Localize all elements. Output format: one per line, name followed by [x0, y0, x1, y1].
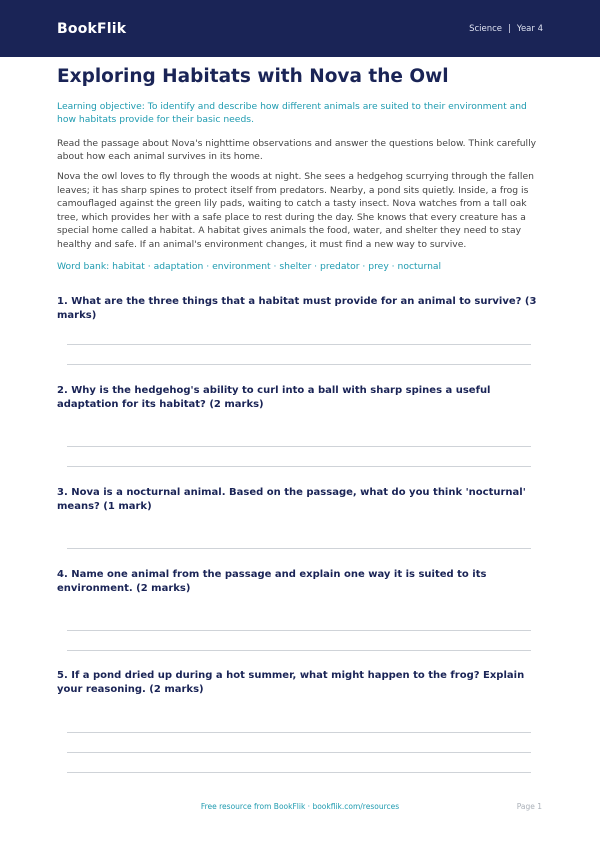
instructions: Read the passage about Nova's nighttime observations and answer the questions below. Think carefully about how each animal survives in its home. — [57, 138, 537, 162]
page-number: Page 1 — [516, 802, 542, 811]
subject-label: Science — [469, 23, 503, 34]
meta-separator: | — [508, 23, 511, 34]
worksheet-title: Exploring Habitats with Nova the Owl — [57, 66, 449, 87]
answer-line[interactable] — [67, 630, 531, 631]
question-5: 5. If a pond dried up during a hot summer, what might happen to the frog? Explain your reasoning. (2 marks) — [57, 670, 525, 695]
answer-line[interactable] — [67, 772, 531, 773]
reading-passage: Nova the owl loves to fly through the woods at night. She sees a hedgehog scurrying through the fallen leaves; it has sharp spines to protect itself from predators. Nearby, a pond sits quietly. Inside, a frog is camouflaged against the green lily pads, waiting to catch a tasty insect. Nova watches from a tall oak tree, which provides her with a safe place to rest during the day. She knows that every creature has a special home called a habitat. A habitat gives animals the food, water, and shelter they need to stay healthy and safe. If an animal's environment changes, it must find a new way to survive. — [57, 171, 534, 250]
brand-logo-text: BookFlik — [57, 20, 127, 37]
answer-line[interactable] — [67, 548, 531, 549]
answer-line[interactable] — [67, 466, 531, 467]
answer-line[interactable] — [67, 752, 531, 753]
page-header — [0, 0, 600, 57]
answer-line[interactable] — [67, 344, 531, 345]
word-bank: Word bank: habitat · adaptation · environment · shelter · predator · prey · nocturnal — [57, 261, 442, 272]
answer-line[interactable] — [67, 364, 531, 365]
answer-line[interactable] — [67, 650, 531, 651]
footer-credit[interactable]: Free resource from BookFlik · bookflik.com/resources — [200, 802, 400, 811]
year-level-label: Year 4 — [516, 23, 543, 34]
question-4: 4. Name one animal from the passage and explain one way it is suited to its environment. (2 marks) — [57, 569, 487, 594]
question-3: 3. Nova is a nocturnal animal. Based on the passage, what do you think 'nocturnal' means? (1 mark) — [57, 487, 526, 512]
question-1: 1. What are the three things that a habitat must provide for an animal to survive? (3 marks) — [57, 296, 537, 321]
learning-objective: Learning objective: To identify and describe how different animals are suited to their environment and how habitats provide for their basic needs. — [57, 101, 527, 125]
answer-line[interactable] — [67, 446, 531, 447]
answer-line[interactable] — [67, 732, 531, 733]
worksheet-intro — [57, 66, 544, 272]
question-2: 2. Why is the hedgehog's ability to curl into a ball with sharp spines a useful adaptation for its habitat? (2 marks) — [57, 385, 491, 410]
header-meta — [469, 24, 543, 34]
